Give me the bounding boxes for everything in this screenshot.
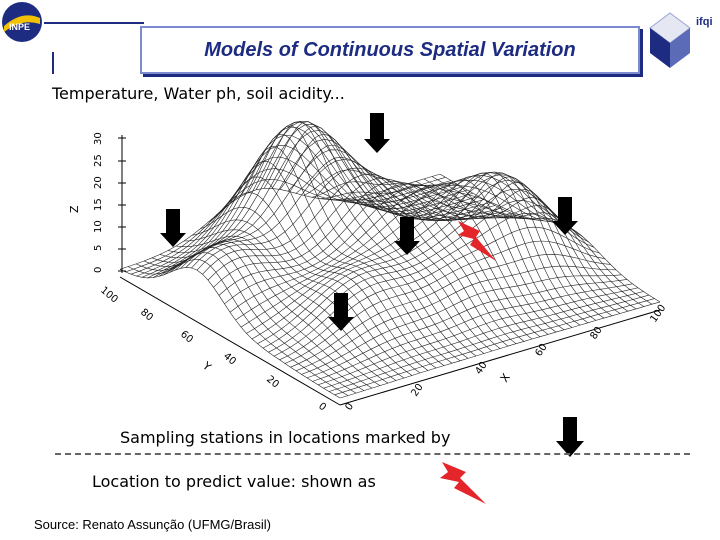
- z-tick-label: 0: [93, 266, 104, 273]
- mesh-line: [408, 184, 628, 312]
- z-tick-label: 25: [93, 154, 104, 167]
- station-marker-icon: [364, 113, 390, 153]
- mesh-line: [168, 240, 388, 384]
- y-tick-label: 0: [316, 400, 329, 414]
- mesh-line: [280, 134, 500, 348]
- x-tick-label: 80: [588, 324, 605, 342]
- y-axis: [98, 277, 340, 413]
- mesh-line: [432, 177, 652, 305]
- x-axis-label: X: [497, 371, 513, 385]
- mesh-line: [208, 178, 528, 280]
- header-rule-vertical: [52, 52, 54, 74]
- dpi-logo-label: ifqi: [696, 16, 713, 28]
- mesh-line: [148, 135, 468, 278]
- mesh-line: [208, 193, 428, 371]
- inpe-logo: [0, 0, 44, 44]
- station-marker-icon: [160, 209, 186, 247]
- mesh-line: [329, 295, 649, 391]
- mesh-line: [320, 185, 540, 337]
- page-title: Models of Continuous Spatial Variation: [204, 38, 576, 61]
- mesh-line: [335, 299, 655, 395]
- y-axis-label: Y: [200, 359, 214, 374]
- y-tick-label: 60: [178, 328, 195, 346]
- y-tick-label: 20: [264, 373, 281, 391]
- z-tick-label: 20: [93, 176, 104, 189]
- divider: [55, 453, 690, 455]
- title-box: [140, 26, 640, 74]
- lightning-bolt-icon: [440, 460, 488, 506]
- x-tick-label: 60: [533, 341, 550, 359]
- y-tick-label: 80: [138, 306, 155, 324]
- predict-caption: Location to predict value: shown as: [92, 472, 376, 491]
- mesh-line: [248, 126, 468, 359]
- mesh-line: [184, 230, 404, 378]
- stations-caption: Sampling stations in locations marked by: [120, 428, 451, 447]
- surface-mesh: [120, 121, 660, 398]
- mesh-line: [136, 253, 356, 393]
- y-tick-label: 100: [98, 284, 120, 306]
- z-tick-label: 5: [93, 244, 104, 251]
- source-caption: Source: Renato Assunção (UFMG/Brasil): [34, 517, 271, 532]
- mesh-line: [240, 135, 460, 361]
- z-axis-label: Z: [68, 205, 81, 213]
- z-tick-label: 15: [93, 198, 104, 211]
- dpi-logo: [645, 8, 695, 72]
- x-tick-label: 40: [473, 359, 490, 377]
- svg-text:INPE: INPE: [9, 22, 31, 32]
- x-tick-label: 20: [409, 381, 426, 399]
- y-tick-label: 40: [221, 350, 238, 368]
- z-tick-label: 10: [93, 220, 104, 233]
- prediction-bolt-icon: [458, 221, 496, 261]
- z-tick-label: 30: [93, 132, 104, 145]
- mesh-line: [241, 173, 561, 328]
- station-marker-icon: [328, 293, 354, 331]
- z-axis: [68, 132, 126, 273]
- down-arrow-icon: [556, 417, 584, 457]
- x-tick-label: 100: [648, 302, 669, 325]
- header-rule: [44, 22, 144, 24]
- mesh-line: [264, 122, 484, 354]
- surface-plot: [40, 105, 720, 425]
- x-tick-label: 0: [343, 401, 357, 413]
- subtitle: Temperature, Water ph, soil acidity...: [52, 84, 345, 103]
